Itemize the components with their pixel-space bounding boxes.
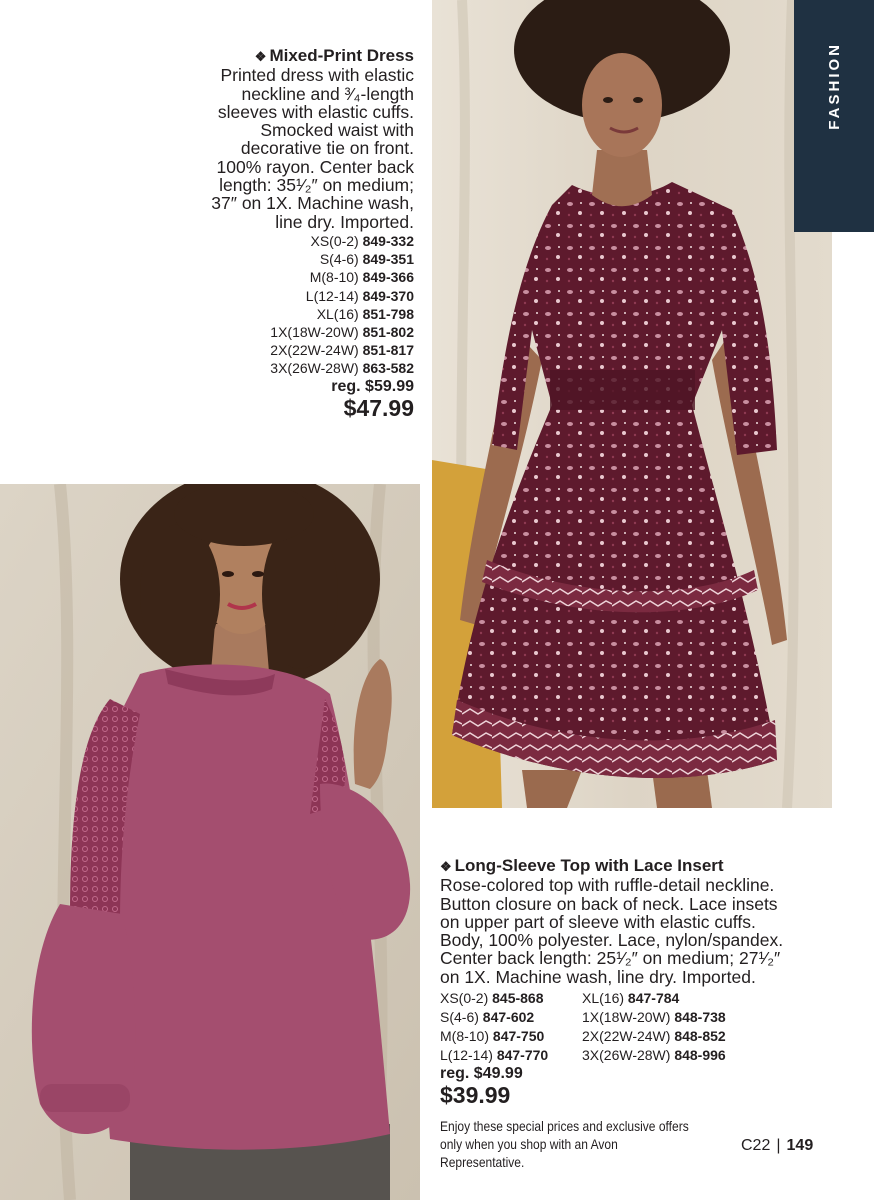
dress-product-copy [150,47,414,420]
item-number: 851-802 [362,323,414,340]
offer-disclaimer [440,1117,698,1171]
size-label: XS(0-2) [440,990,489,1007]
item-number: 849-351 [362,251,414,268]
description-line: decorative tie on front. [240,138,414,159]
item-number: 851-798 [362,305,414,322]
bullet-icon: ❖ [440,859,452,874]
description-line: Rose-colored top with ruffle-detail neckline. [440,875,775,896]
top-product-copy [440,857,820,1107]
item-number: 849-366 [362,269,414,286]
item-number: 848-996 [674,1047,726,1064]
size-row [150,323,414,341]
size-row [150,359,414,377]
item-number: 848-852 [674,1028,726,1045]
item-number: 847-784 [627,990,680,1007]
dress-title [150,47,414,66]
description-line: 100% rayon. Center back [216,156,414,177]
size-label: 1X(18W-20W) [582,1009,671,1026]
dress-model-photo [432,0,832,808]
dress-regular-price: reg. $59.99 [331,377,414,395]
item-number: 845-868 [492,990,544,1007]
size-row [150,305,414,323]
description-line: neckline and ³⁄₄-length [241,83,414,104]
bullet-icon: ❖ [254,49,267,64]
size-row [150,268,414,286]
size-row [150,287,414,305]
top-size-list [440,989,820,1065]
size-label: XS(0-2) [310,232,359,249]
description-line: Center back length: 25¹⁄₂″ on medium; 27¹⁄₂″ [440,948,781,969]
size-label: 1X(18W-20W) [270,323,359,340]
size-label: L(12-14) [440,1047,493,1064]
item-number: 851-817 [362,342,414,359]
page-number: 149 [786,1137,814,1154]
dress-description [150,66,414,231]
item-number: 863-582 [362,360,414,377]
description-line: Printed dress with elastic [220,65,414,86]
top-regular-price: reg. $49.99 [440,1065,523,1083]
top-sale-price: $39.99 [440,1082,511,1109]
folio-divider: | [776,1137,781,1154]
size-label: S(4-6) [440,1009,479,1026]
size-label: M(8-10) [309,269,359,286]
size-label: XL(16) [582,990,625,1007]
size-row [582,1008,782,1027]
size-row [582,989,782,1008]
size-label: M(8-10) [440,1028,490,1045]
description-line: line dry. Imported. [275,211,414,232]
size-row [440,1027,582,1046]
section-tab-label: FASHION [825,42,843,130]
size-label: S(4-6) [319,251,359,268]
size-row [150,250,414,268]
description-line: Smocked waist with [260,120,414,141]
item-number: 847-602 [482,1009,535,1026]
size-row [440,1046,582,1065]
top-title [440,857,820,876]
dress-size-list [150,232,414,378]
size-label: 2X(22W-24W) [582,1028,671,1045]
description-line: Button closure on back of neck. Lace insets [440,893,778,914]
description-line: on 1X. Machine wash, line dry. Imported. [440,966,756,987]
disclaimer-line: only when you shop with an Avon Representative. [440,1136,618,1170]
size-label: XL(16) [316,305,359,322]
disclaimer-line: Enjoy these special prices and exclusive offers [440,1118,689,1134]
campaign-code: C22 [741,1137,771,1154]
size-row [150,341,414,359]
size-row [150,232,414,250]
size-row [582,1027,782,1046]
dress-sale-price: $47.99 [343,394,414,421]
item-number: 849-370 [362,287,414,304]
size-label: 3X(26W-28W) [582,1047,671,1064]
size-row [440,989,582,1008]
item-number: 847-750 [492,1028,545,1045]
size-row [582,1046,782,1065]
description-line: on upper part of sleeve with elastic cuffs. [440,911,756,932]
size-label: L(12-14) [305,287,359,304]
description-line: Body, 100% polyester. Lace, nylon/spandex. [440,930,784,951]
description-line: length: 35¹⁄₂″ on medium; [219,175,414,196]
size-row [440,1008,582,1027]
section-tab [794,0,874,232]
size-label: 3X(26W-28W) [270,360,359,377]
description-line: sleeves with elastic cuffs. [217,101,414,122]
top-title-text: Long-Sleeve Top with Lace Insert [454,856,724,875]
top-description [440,876,820,986]
size-label: 2X(22W-24W) [270,342,359,359]
page-folio [741,1137,813,1155]
item-number: 847-770 [496,1047,549,1064]
item-number: 849-332 [362,232,414,249]
top-model-photo [0,484,420,1200]
description-line: 37″ on 1X. Machine wash, [211,193,414,214]
dress-title-text: Mixed-Print Dress [269,46,414,65]
item-number: 848-738 [674,1009,726,1026]
